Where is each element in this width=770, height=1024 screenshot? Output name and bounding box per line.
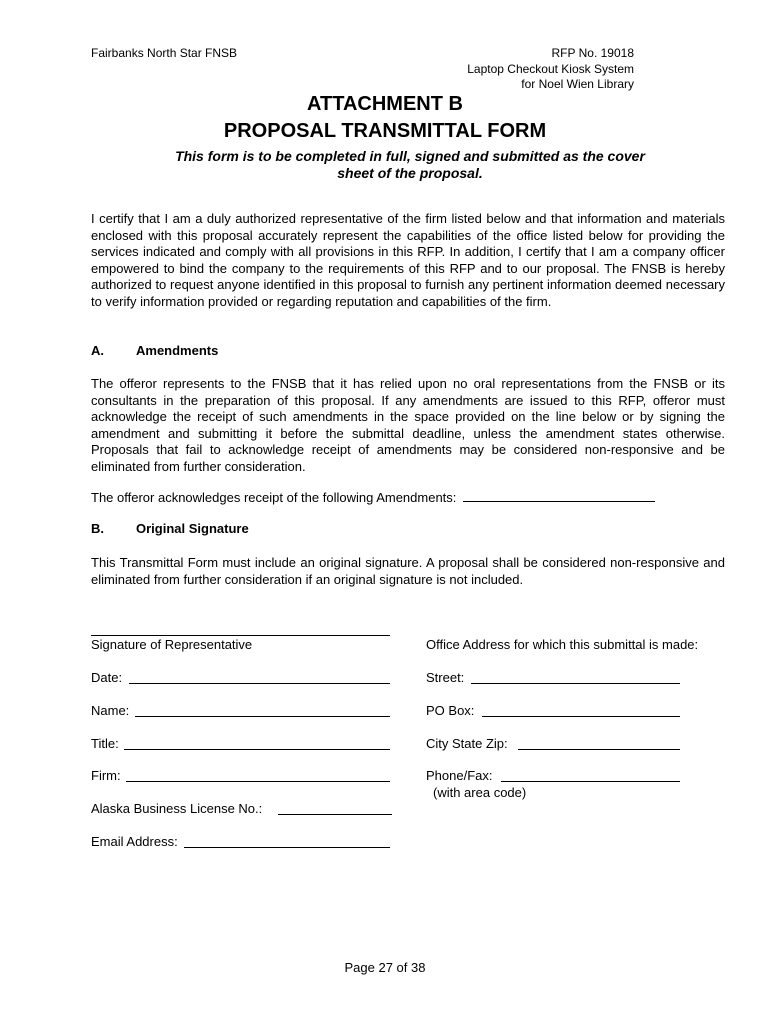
signature-label: Signature of Representative xyxy=(91,637,253,652)
po-box-label: PO Box: xyxy=(426,703,475,718)
header-rfp-number: RFP No. 19018 xyxy=(551,46,634,60)
form-title: PROPOSAL TRANSMITTAL FORM xyxy=(223,120,547,142)
title-field[interactable] xyxy=(124,749,390,750)
signature-paragraph: This Transmittal Form must include an original signature. A proposal shall be considered non-responsive and eliminated from further consideration if an original signature is not included. xyxy=(91,555,725,587)
header-organization: Fairbanks North Star FNSB xyxy=(91,46,238,60)
date-label: Date: xyxy=(91,670,123,685)
attachment-title: ATTACHMENT B xyxy=(307,93,463,115)
office-address-label: Office Address for which this submittal is made: xyxy=(426,637,699,652)
section-b-letter: B. xyxy=(91,521,104,536)
section-b-heading xyxy=(91,521,249,536)
email-label: Email Address: xyxy=(91,834,178,849)
name-field[interactable] xyxy=(135,716,390,717)
email-field[interactable] xyxy=(184,847,390,848)
street-field[interactable] xyxy=(471,683,680,684)
signature-line[interactable] xyxy=(91,635,390,636)
street-label: Street: xyxy=(426,670,465,685)
amendments-ack-label: The offeror acknowledges receipt of the following Amendments: xyxy=(91,490,457,505)
firm-label: Firm: xyxy=(91,768,121,783)
phone-fax-label: Phone/Fax: xyxy=(426,768,493,783)
name-label: Name: xyxy=(91,703,130,718)
po-box-field[interactable] xyxy=(482,716,680,717)
form-subtitle: This form is to be completed in full, signed and submitted as the cover sheet of the proposal. xyxy=(175,148,645,181)
amendments-acknowledgement xyxy=(91,489,655,505)
header-library-name: for Noel Wien Library xyxy=(521,77,634,91)
certification-paragraph: I certify that I am a duly authorized representative of the firm listed below and that information and materials enclosed with this proposal accurately represent the capabilities of the office listed below for providing the services indicated and comply with all provisions in this RFP. In addition, I certify that I am a company officer empowered to bind the company to the requirements of this RFP and to our proposal. The FNSB is hereby authorized to request anyone identified in this proposal to furnish any pertinent information deemed necessary to verify information provided or regarding reputation and capabilities of the firm. xyxy=(91,211,725,309)
city-state-zip-label: City State Zip: xyxy=(426,736,508,751)
amendments-ack-line[interactable] xyxy=(463,489,655,502)
area-code-note: (with area code) xyxy=(433,785,527,800)
header-system-name: Laptop Checkout Kiosk System xyxy=(467,61,634,76)
section-a-heading xyxy=(91,343,218,358)
firm-field[interactable] xyxy=(126,781,390,782)
title-label: Title: xyxy=(91,736,119,751)
date-field[interactable] xyxy=(129,683,390,684)
section-a-letter: A. xyxy=(91,343,104,358)
city-state-zip-field[interactable] xyxy=(518,749,680,750)
business-license-field[interactable] xyxy=(278,814,392,815)
business-license-label: Alaska Business License No.: xyxy=(91,801,263,816)
amendments-paragraph: The offeror represents to the FNSB that it has relied upon no oral representations from the FNSB or its consultants in the preparation of this proposal. If any amendments are issued to this RFP, offeror must acknowledge the receipt of such amendments in the space provided on the line below or by signing the amendment and submitting it before the submittal deadline, unless the amendment states otherwise. Proposals that fail to acknowledge receipt of amendments may be considered non-responsive and be eliminated from further consideration. xyxy=(91,376,725,474)
section-a-title: Amendments xyxy=(136,343,219,358)
header-rfp-info xyxy=(467,46,634,93)
page-number: Page 27 of 38 xyxy=(344,960,426,975)
section-b-title: Original Signature xyxy=(136,521,249,536)
phone-fax-field[interactable] xyxy=(501,781,680,782)
